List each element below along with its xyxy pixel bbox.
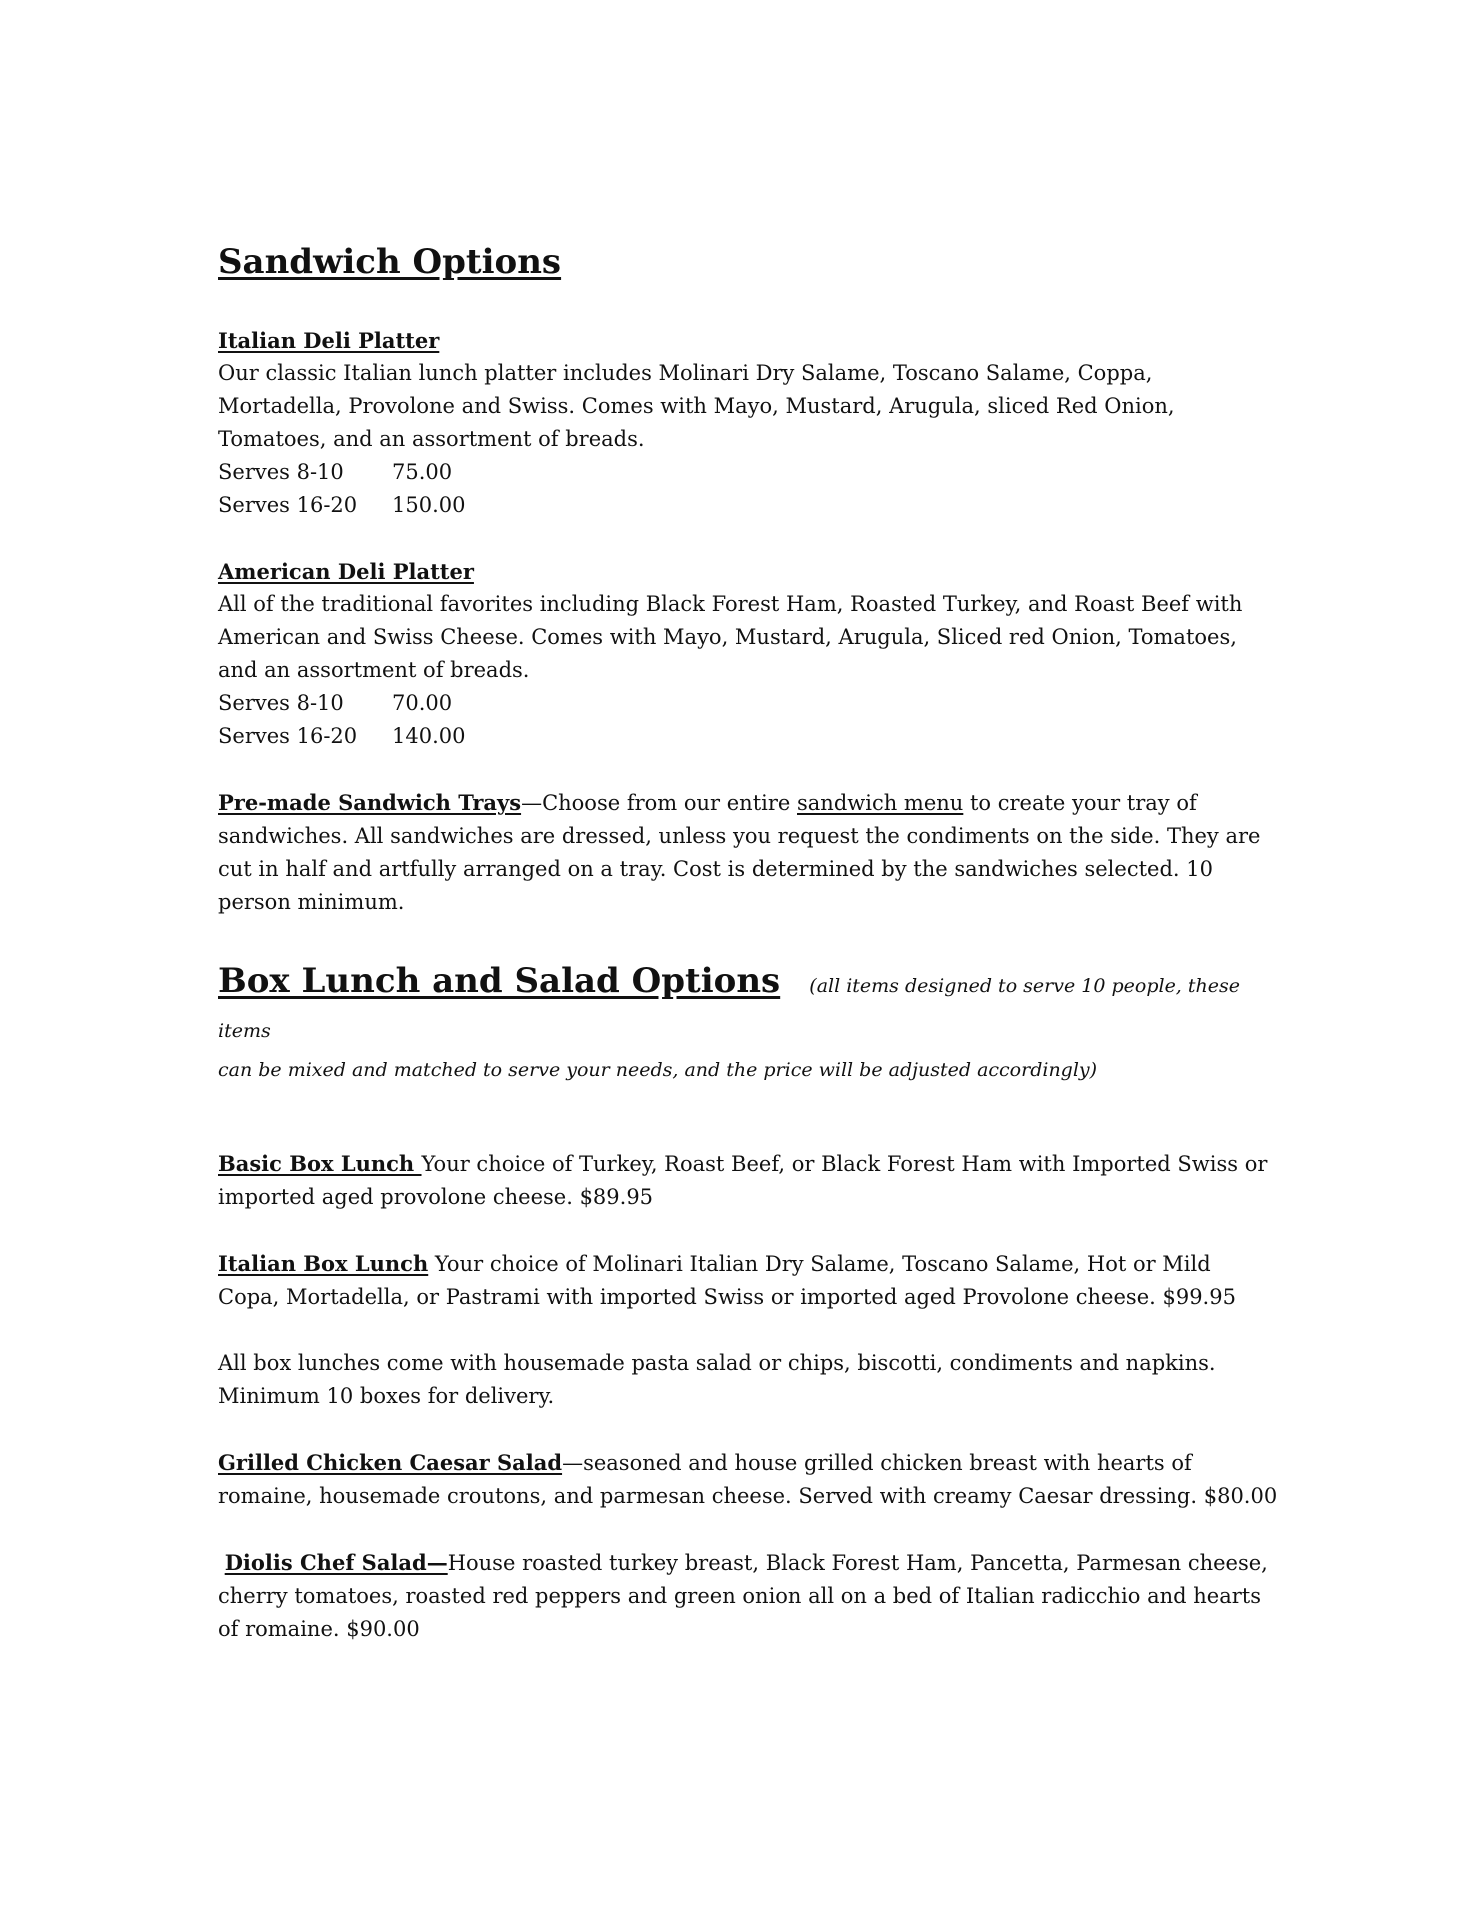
box-lunch-note-line2: can be mixed and matched to serve your needs, and the price will be adjusted accordingly): [218, 1059, 1098, 1081]
box-lunch-note-line1: (all items designed to serve 10 people, these items: [218, 975, 1241, 1042]
price-value: 70.00: [392, 691, 453, 715]
caesar-salad-description: —seasoned and house grilled chicken breast with hearts of romaine, housemade croutons, and parmesan cheese. Served with creamy Caesar dressing. $80.00: [218, 1451, 1278, 1508]
basic-box-lunch-paragraph: [218, 1147, 1278, 1214]
caesar-salad-paragraph: [218, 1446, 1278, 1513]
menu-page: [218, 240, 1278, 1646]
chef-salad-description: House roasted turkey breast, Black Forest Ham, Pancetta, Parmesan cheese, cherry tomatoes, roasted red peppers and green onion all on a bed of Italian radicchio and hearts of romaine. $90.00: [218, 1551, 1268, 1641]
italian-box-lunch-title: Italian Box Lunch: [218, 1251, 429, 1276]
serves-label: Serves 16-20: [218, 724, 358, 748]
premade-trays-text-before: —Choose from our entire: [521, 791, 797, 815]
caesar-salad-title: Grilled Chicken Caesar Salad: [218, 1450, 563, 1475]
price-value: 140.00: [392, 724, 466, 748]
basic-box-lunch-title: Basic Box Lunch: [218, 1151, 422, 1176]
price-value: 75.00: [392, 460, 453, 484]
serves-label: Serves 16-20: [218, 493, 358, 517]
chef-salad-title: Diolis Chef Salad—: [224, 1550, 448, 1575]
american-deli-platter-section: [218, 555, 1278, 753]
american-deli-platter-title: American Deli Platter: [218, 559, 474, 584]
price-row: [218, 720, 1278, 753]
serves-label: Serves 8-10: [218, 691, 344, 715]
price-value: 150.00: [392, 493, 466, 517]
basic-box-lunch-description: Your choice of Turkey, Roast Beef, or Black Forest Ham with Imported Swiss or imported aged provolone cheese. $89.95: [218, 1152, 1268, 1209]
serves-label: Serves 8-10: [218, 460, 344, 484]
italian-deli-platter-section: [218, 324, 1278, 522]
box-lunch-includes-note: All box lunches come with housemade pasta salad or chips, biscotti, condiments and napkins. Minimum 10 boxes for delivery.: [218, 1351, 1216, 1408]
box-lunch-heading-row: [218, 959, 1278, 1054]
premade-trays-paragraph: [218, 786, 1278, 919]
box-lunch-heading: Box Lunch and Salad Options: [218, 961, 781, 1001]
price-row: [218, 687, 1278, 720]
sandwich-options-heading: Sandwich Options: [218, 242, 562, 282]
premade-trays-text-after: to create your tray of sandwiches. All sandwiches are dressed, unless you request the condiments on the side. They are cut in half and artfully arranged on a tray. Cost is determined by the sandwiches selected. 10 person minimum.: [218, 791, 1261, 914]
chef-salad-paragraph: [218, 1546, 1278, 1646]
sandwich-menu-link[interactable]: sandwich menu: [797, 791, 964, 815]
italian-box-lunch-description: Your choice of Molinari Italian Dry Salame, Toscano Salame, Hot or Mild Copa, Mortadella, or Pastrami with imported Swiss or imported aged Provolone cheese. $99.95: [218, 1252, 1236, 1309]
italian-deli-platter-description: Our classic Italian lunch platter includes Molinari Dry Salame, Toscano Salame, Coppa, Mortadella, Provolone and Swiss. Comes with Mayo, Mustard, Arugula, sliced Red Onion, Tomatoes, and an assortment of breads.: [218, 361, 1175, 451]
italian-box-lunch-paragraph: [218, 1247, 1278, 1314]
premade-trays-title: Pre-made Sandwich Trays: [218, 790, 522, 815]
italian-deli-platter-title: Italian Deli Platter: [218, 328, 440, 353]
american-deli-platter-description: All of the traditional favorites including Black Forest Ham, Roasted Turkey, and Roast Beef with American and Swiss Cheese. Comes with Mayo, Mustard, Arugula, Sliced red Onion, Tomatoes, and an assortment of breads.: [218, 592, 1243, 682]
price-row: [218, 456, 1278, 489]
price-row: [218, 489, 1278, 522]
